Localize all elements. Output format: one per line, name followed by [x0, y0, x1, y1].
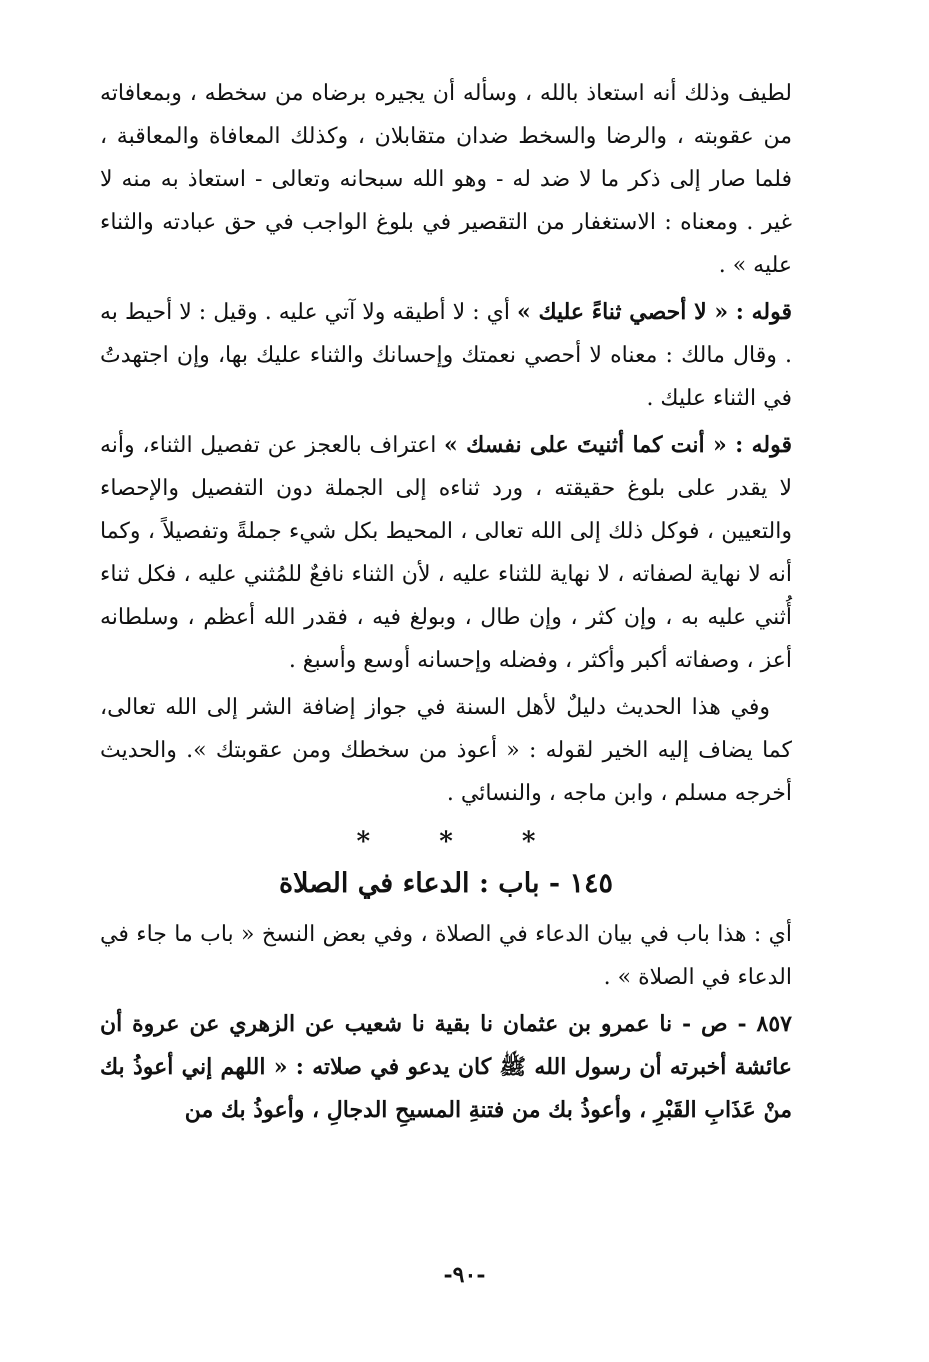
paragraph-3-text: اعتراف بالعجز عن تفصيل الثناء، وأنه لا يقدر على بلوغ حقيقته ، ورد ثناءه إلى الجملة دون التفصيل والإحصاء والتعيين ، فوكل ذلك إلى الله تعالى ، المحيط بكل شيء جملةً وتفصيلاً ، وكما أنه لا نهاية لصفاته ، لا نهاية للثناء عليه ، لأن الثناء نافعٌ للمُثني عليه ، فكل ثناء أُثني عليه به ، وإن كثر ، وإن طال ، وبولغ فيه ، فقدر الله أعظم ، وسلطانه أعز ، وصفاته أكبر وأكثر ، وفضله وإحسانه أوسع وأسبغ . — [100, 433, 792, 673]
paragraph-2 — [100, 291, 792, 420]
chapter-title: ١٤٥ - باب : الدعاء في الصلاة — [279, 868, 613, 899]
paragraph-3 — [100, 424, 792, 682]
paragraph-3-lead: قوله : « أنت كما أثنيتَ على نفسك » — [444, 432, 792, 458]
separator-star: * — [439, 827, 453, 857]
separator-star: * — [356, 827, 371, 857]
chapter-intro: أي : هذا باب في بيان الدعاء في الصلاة ، وفي بعض النسخ « باب ما جاء في الدعاء في الصلاة » . — [100, 922, 792, 990]
page-body — [100, 72, 792, 1136]
paragraph-2-text: أي : لا أطيقه ولا آتي عليه . وقيل : لا أحيط به . وقال مالك : معناه لا أحصي نعمتك وإحسانك والثناء عليك بها، وإن اجتهدتُ في الثناء عليك . — [100, 300, 792, 411]
section-separator — [100, 825, 792, 859]
paragraph-2-lead: قوله : « لا أحصي ثناءً عليك » — [517, 299, 792, 325]
paragraph-4: وفي هذا الحديث دليلٌ لأهل السنة في جواز إضافة الشر إلى الله تعالى، كما يضاف إليه الخير لقوله : « أعوذ من سخطك ومن عقوبتك ». والحديث أخرجه مسلم ، وابن ماجه ، والنسائي . — [100, 695, 792, 806]
hadith-text: ٨٥٧ - ص - نا عمرو بن عثمان نا بقية نا شعيب عن الزهري عن عروة أن عائشة أخبرته أن رسول الله ﷺ كان يدعو في صلاته : « اللهم إني أعوذُ بك منْ عَذَابِ القَبْرِ ، وأعوذُ بك من فتنةِ المسيحِ الدجالِ ، وأعوذُ بك من — [100, 1011, 792, 1123]
separator-star: * — [521, 827, 536, 857]
paragraph-1: لطيف وذلك أنه استعاذ بالله ، وسأله أن يجيره برضاه من سخطه ، وبمعافاته من عقوبته ، والرضا والسخط ضدان متقابلان ، وكذلك المعافاة والمعاقبة ، فلما صار إلى ذكر ما لا ضد له - وهو الله سبحانه وتعالى - استعاذ به منه لا غير . ومعناه : الاستغفار من التقصير في بلوغ الواجب في حق عبادته والثناء عليه » . — [100, 81, 793, 278]
page-number: -٩٠- — [443, 1262, 486, 1288]
